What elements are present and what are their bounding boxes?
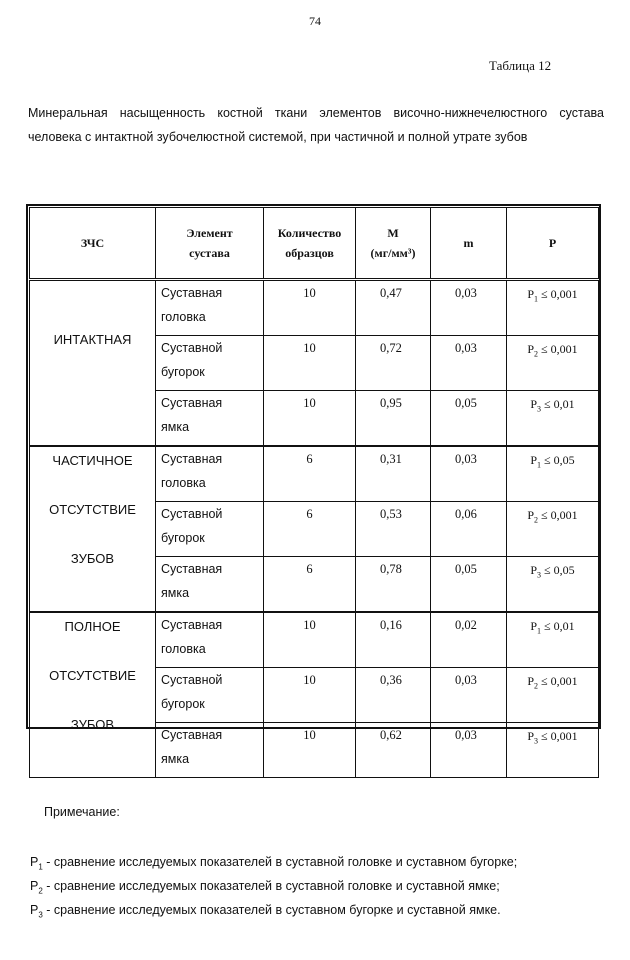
- mean-cell: 0,16: [356, 612, 431, 668]
- error-cell: 0,03: [431, 280, 507, 336]
- element-line: Суставная: [161, 396, 223, 410]
- count-cell: 10: [264, 668, 356, 723]
- group-label: [30, 612, 156, 778]
- group-label-line: ОТСУТСТВИЕ: [49, 502, 136, 517]
- element-line: Суставная: [161, 562, 223, 576]
- element-line: ямка: [161, 420, 190, 434]
- element-line: Суставная: [161, 286, 223, 300]
- count-cell: 10: [264, 280, 356, 336]
- note-item: $P_3$ - сравнение исследуемых показателей в суставном бугорке и суставной ямке.: [30, 903, 501, 920]
- element-line: Суставной: [161, 507, 223, 521]
- group-label-line: ЗУБОВ: [70, 551, 115, 566]
- mean-cell: 0,53: [356, 502, 431, 557]
- mean-cell: 0,62: [356, 723, 431, 778]
- header-count: Количество образцов: [264, 208, 356, 280]
- group-label-line: ОТСУТСТВИЕ: [49, 668, 136, 683]
- error-cell: 0,06: [431, 502, 507, 557]
- element-line: Суставная: [161, 452, 223, 466]
- p-value: ≤ 0,001: [538, 342, 578, 356]
- element-cell: [156, 502, 264, 557]
- table-row: [30, 446, 599, 502]
- p-value: ≤ 0,01: [541, 397, 575, 411]
- p-index: 1: [534, 294, 539, 304]
- header-row: [30, 208, 599, 280]
- notes-title: Примечание:: [44, 805, 120, 819]
- element-line: головка: [161, 642, 206, 656]
- count-cell: 10: [264, 391, 356, 447]
- element-line: головка: [161, 310, 206, 324]
- count-cell: 10: [264, 612, 356, 668]
- element-line: ямка: [161, 752, 190, 766]
- p-index: 3: [537, 404, 542, 414]
- element-cell: [156, 723, 264, 778]
- mean-cell: 0,47: [356, 280, 431, 336]
- group-label-line: [30, 281, 155, 330]
- table-title: Минеральная насыщенность костной ткани элементов височно-нижнечелюстного сустава человека с интактной зубочелюстной системой, при частичной и полной утрате зубов: [28, 106, 604, 144]
- p-value: ≤ 0,001: [538, 674, 578, 688]
- group-label-line: ЧАСТИЧНОЕ: [52, 453, 133, 468]
- p-value: ≤ 0,05: [541, 563, 575, 577]
- note-item: $P_1$ - сравнение исследуемых показателей в суставной головке и суставном бугорке;: [30, 855, 518, 872]
- p-index: 2: [534, 515, 539, 525]
- p-value: ≤ 0,001: [538, 287, 578, 301]
- mean-cell: 0,95: [356, 391, 431, 447]
- p-symbol: P: [527, 287, 535, 301]
- element-cell: [156, 446, 264, 502]
- header-zchs: ЗЧС: [30, 208, 156, 280]
- element-cell: [156, 612, 264, 668]
- table-body: [30, 280, 599, 778]
- element-cell: [156, 668, 264, 723]
- note-item: $P_2$ - сравнение исследуемых показателей в суставной головке и суставной ямке;: [30, 879, 500, 896]
- error-cell: 0,02: [431, 612, 507, 668]
- mean-cell: 0,72: [356, 336, 431, 391]
- element-cell: [156, 391, 264, 447]
- count-cell: 10: [264, 336, 356, 391]
- table-row: [30, 280, 599, 336]
- group-label-line: ПОЛНОЕ: [64, 619, 121, 634]
- group-label: [30, 280, 156, 447]
- p-symbol: P: [527, 508, 535, 522]
- p-cell: [507, 280, 599, 336]
- error-cell: 0,05: [431, 557, 507, 613]
- data-table: [29, 207, 599, 778]
- p-symbol: P: [530, 453, 538, 467]
- table-caption: Таблица 12: [489, 58, 552, 73]
- p-symbol: P: [530, 619, 538, 633]
- p-symbol: P: [530, 563, 538, 577]
- p-cell: [507, 446, 599, 502]
- element-line: Суставной: [161, 341, 223, 355]
- element-line: Суставная: [161, 728, 223, 742]
- group-label: [30, 446, 156, 612]
- element-cell: [156, 336, 264, 391]
- element-line: ямка: [161, 586, 190, 600]
- error-cell: 0,03: [431, 668, 507, 723]
- p-index: 3: [534, 736, 539, 746]
- element-line: головка: [161, 476, 206, 490]
- mean-cell: 0,31: [356, 446, 431, 502]
- p-index: 2: [534, 349, 539, 359]
- p-cell: [507, 391, 599, 447]
- count-cell: 6: [264, 502, 356, 557]
- p-value: ≤ 0,001: [538, 729, 578, 743]
- p-symbol: P: [527, 729, 535, 743]
- error-cell: 0,03: [431, 446, 507, 502]
- count-cell: 6: [264, 557, 356, 613]
- p-cell: [507, 557, 599, 613]
- p-cell: [507, 336, 599, 391]
- count-cell: 6: [264, 446, 356, 502]
- p-cell: [507, 668, 599, 723]
- page-number: 74: [309, 14, 321, 28]
- error-cell: 0,03: [431, 723, 507, 778]
- p-symbol: P: [527, 342, 535, 356]
- p-symbol: P: [530, 397, 538, 411]
- element-line: бугорок: [161, 697, 205, 711]
- element-line: бугорок: [161, 365, 205, 379]
- error-cell: 0,05: [431, 391, 507, 447]
- element-line: Суставной: [161, 673, 223, 687]
- p-cell: [507, 502, 599, 557]
- p-index: 3: [537, 570, 542, 580]
- error-cell: 0,03: [431, 336, 507, 391]
- p-index: 1: [537, 460, 542, 470]
- count-cell: 10: [264, 723, 356, 778]
- table-row: [30, 612, 599, 668]
- group-label-line: [30, 379, 155, 428]
- element-cell: [156, 280, 264, 336]
- p-value: ≤ 0,001: [538, 508, 578, 522]
- p-index: 1: [537, 626, 542, 636]
- p-value: ≤ 0,01: [541, 619, 575, 633]
- element-cell: [156, 557, 264, 613]
- mean-cell: 0,78: [356, 557, 431, 613]
- header-element: Элемент сустава: [156, 208, 264, 280]
- group-label-line: ИНТАКТНАЯ: [53, 332, 132, 347]
- header-error: m: [431, 208, 507, 280]
- p-cell: [507, 723, 599, 778]
- group-label-line: ЗУБОВ: [70, 717, 115, 732]
- p-cell: [507, 612, 599, 668]
- mean-cell: 0,36: [356, 668, 431, 723]
- header-p: P: [507, 208, 599, 280]
- element-line: Суставная: [161, 618, 223, 632]
- p-index: 2: [534, 681, 539, 691]
- header-mean: M (мг/мм³): [356, 208, 431, 280]
- p-symbol: P: [527, 674, 535, 688]
- p-value: ≤ 0,05: [541, 453, 575, 467]
- element-line: бугорок: [161, 531, 205, 545]
